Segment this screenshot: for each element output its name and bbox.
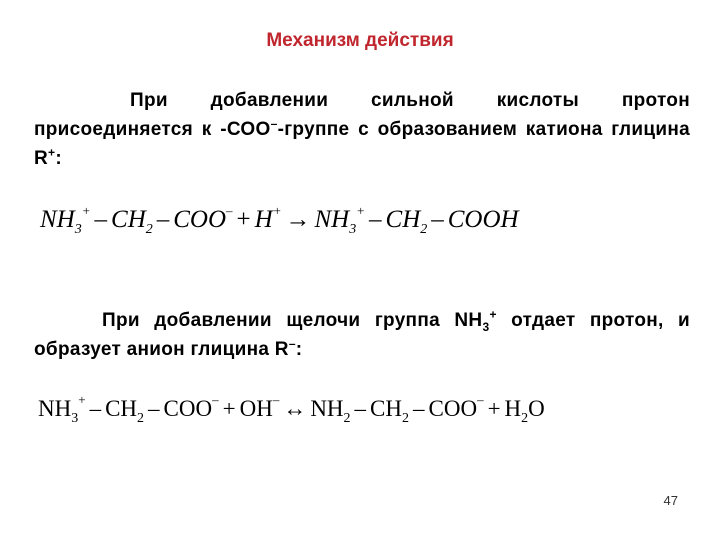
base-sub-a: 3	[482, 319, 490, 334]
base-paragraph	[34, 306, 690, 364]
eq1-superscript: –	[226, 203, 233, 218]
eq2-subscript: 2	[521, 411, 529, 426]
eq1-superscript: +	[356, 203, 366, 218]
eq2-arrow: ↔	[283, 396, 307, 421]
eq1-operator: –	[431, 206, 444, 233]
eq2-superscript: +	[78, 392, 86, 407]
eq2-operator: +	[222, 396, 236, 421]
acid-sup-b: +	[48, 145, 56, 160]
eq1-term: COOH	[447, 206, 519, 233]
eq2-term: CH	[370, 396, 402, 421]
eq2-superscript: –	[212, 392, 219, 407]
eq2-subscript: 2	[402, 411, 409, 426]
acid-text-part-c: :	[55, 148, 62, 169]
eq1-term: COO	[173, 206, 227, 233]
eq1-term: CH	[111, 206, 146, 233]
base-sup-a: +	[489, 307, 497, 322]
acid-text-part-b: -группе с образованием катиона глицина R	[34, 119, 690, 169]
eq2-superscript: –	[477, 392, 484, 407]
eq1-superscript: +	[272, 203, 282, 218]
base-text-part-a: При добавлении щелочи группа NH	[102, 310, 483, 331]
acid-sup-a: –	[270, 116, 278, 131]
eq2-subscript: 2	[137, 411, 145, 426]
eq2-operator: –	[89, 396, 102, 421]
eq1-operator: +	[236, 206, 251, 233]
eq2-operator: +	[487, 396, 501, 421]
eq2-term: CH	[105, 396, 138, 421]
slide-title: Механизм действия	[266, 30, 454, 51]
acid-text-part-a: При добавлении сильной кислоты протон присоединяется к -СОО	[34, 90, 690, 140]
eq1-subscript: 3	[74, 222, 82, 237]
base-sup-b: –	[288, 336, 296, 351]
eq2-term: COO	[163, 396, 213, 421]
eq2-operator: –	[413, 396, 425, 421]
eq1-subscript: 2	[420, 222, 428, 237]
base-text-part-b: отдает протон, и образует анион глицина R	[34, 310, 690, 360]
eq2-term: O	[528, 396, 545, 421]
eq1-term: H	[254, 206, 273, 233]
page-number: 47	[663, 493, 678, 508]
eq1-operator: –	[94, 206, 108, 233]
eq2-term: OH	[239, 396, 273, 421]
eq1-operator: –	[369, 206, 382, 233]
eq1-operator: –	[156, 206, 170, 233]
eq1-term: NH	[314, 206, 350, 233]
eq2-term: H	[504, 396, 522, 421]
eq2-subscript: 3	[71, 411, 79, 426]
eq2-subscript: 2	[343, 411, 351, 426]
eq2-operator: –	[354, 396, 367, 421]
eq1-subscript: 3	[349, 222, 357, 237]
eq1-superscript: +	[81, 203, 91, 218]
eq2-term: COO	[428, 396, 478, 421]
eq2-term: NH	[38, 396, 72, 421]
eq2-term: NH	[310, 396, 344, 421]
eq2-superscript: –	[272, 392, 280, 407]
eq2-operator: –	[148, 396, 160, 421]
eq1-arrow: →	[285, 206, 311, 233]
acid-paragraph	[34, 86, 690, 173]
eq1-term: CH	[385, 206, 421, 233]
acid-equation	[40, 203, 519, 237]
eq1-subscript: 2	[145, 222, 153, 237]
eq1-term: NH	[40, 206, 75, 233]
base-equation	[38, 392, 545, 426]
base-text-part-c: :	[295, 339, 303, 360]
